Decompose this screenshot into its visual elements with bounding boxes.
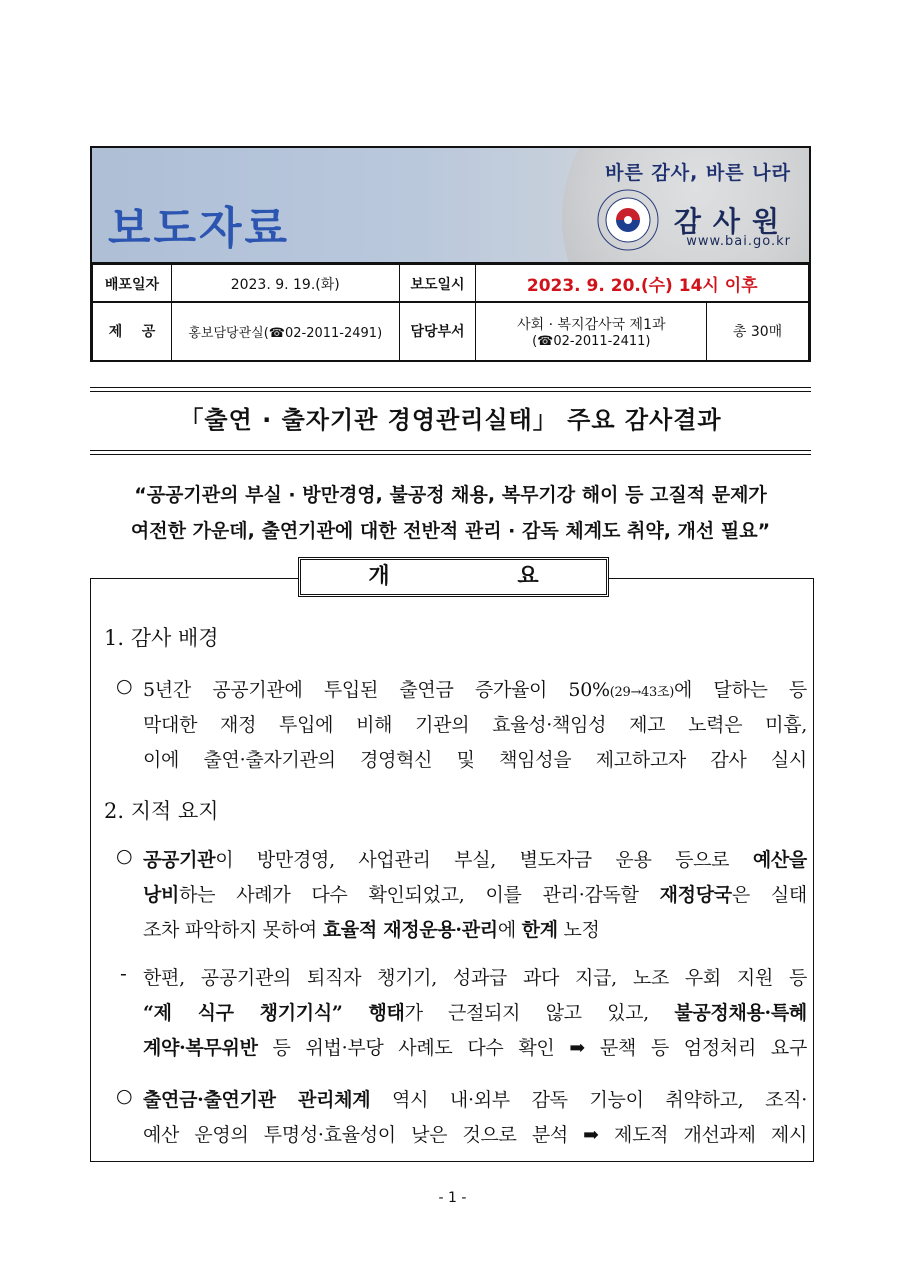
title-rule-top-2 bbox=[90, 391, 811, 392]
text: 노정 bbox=[557, 919, 600, 941]
page-number: - 1 - bbox=[438, 1190, 467, 1206]
text: 등 위법·부당 사례도 다수 확인 ➡ 문책 등 엄정처리 요구 bbox=[257, 1037, 807, 1059]
provider-label: 제 공 bbox=[93, 302, 172, 361]
header-banner bbox=[92, 148, 809, 264]
section-2-para-1-line-1 bbox=[143, 845, 807, 872]
text-bold: 낭비 bbox=[143, 884, 180, 906]
press-release-header bbox=[90, 146, 811, 362]
section-2-para-1-line-3 bbox=[143, 915, 807, 942]
text-bold: 계약·복무위반 bbox=[143, 1037, 258, 1059]
text-bold: 공공기관 bbox=[143, 849, 216, 871]
section-2-bullet-2: ○ bbox=[116, 1085, 133, 1107]
section-1-line-1 bbox=[143, 675, 807, 702]
release-time: 2023. 9. 20.(수) 14시 이후 bbox=[476, 265, 809, 303]
text-bold: “제 식구 챙기기식” 행태 bbox=[143, 1002, 405, 1024]
subtitle-line-2: 여전한 가운데, 출연기관에 대한 전반적 관리 · 감독 체계도 취약, 개선 필요” bbox=[130, 520, 771, 542]
text: 은 실태 bbox=[731, 884, 807, 906]
page-count: 총 30매 bbox=[707, 302, 809, 361]
provider-value: 홍보담당관실(☎02-2011-2491) bbox=[171, 302, 399, 361]
distribution-date: 2023. 9. 19.(화) bbox=[171, 265, 399, 303]
text: 이 방만경영, 사업관리 부실, 별도자금 운용 등으로 bbox=[215, 849, 753, 871]
text: 역시 내·외부 감독 기능이 취약하고, 조직· bbox=[370, 1089, 807, 1111]
text-bold: 불공정채용·특혜 bbox=[674, 1002, 807, 1024]
title-rule-bottom-2 bbox=[90, 454, 811, 455]
section-1-heading: 1. 감사 배경 bbox=[104, 626, 219, 650]
section-1-line-1-a: 5년간 공공기관에 투입된 출연금 증가율이 50% bbox=[143, 679, 610, 701]
document-title: 「출연 · 출자기관 경영관리실태」 주요 감사결과 bbox=[179, 406, 722, 434]
section-1-line-1-b: 에 달하는 등 bbox=[674, 679, 807, 701]
text-bold: 한계 bbox=[521, 919, 558, 941]
release-contact-table bbox=[92, 301, 809, 361]
section-2-bullet-1: ○ bbox=[116, 845, 133, 867]
agency-slogan: 바른 감사, 바른 나라 bbox=[605, 162, 791, 184]
agency-name: 감사원 bbox=[673, 205, 791, 238]
section-2-dash: - bbox=[120, 963, 127, 985]
department-name: 사회 · 복지감사국 제1과 bbox=[517, 316, 666, 333]
title-rule-top-1 bbox=[90, 387, 811, 388]
release-info-table bbox=[92, 264, 809, 303]
subtitle-line-1: “공공기관의 부실 · 방만경영, 불공정 채용, 복무기강 해이 등 고질적 문제가 bbox=[134, 484, 767, 506]
section-2-dash-line-2 bbox=[143, 998, 807, 1025]
section-2-heading: 2. 지적 요지 bbox=[104, 799, 219, 823]
section-1-line-3: 이에 출연·출자기관의 경영혁신 및 책임성을 제고하고자 감사 실시 bbox=[143, 749, 807, 771]
bai-emblem-icon bbox=[596, 188, 660, 252]
text-bold: 출연금·출연기관 관리체계 bbox=[143, 1089, 371, 1111]
text-bold: 재정당국 bbox=[659, 884, 732, 906]
section-2-para-1-line-2 bbox=[143, 880, 807, 907]
agency-url: www.bai.go.kr bbox=[686, 234, 791, 249]
distribution-date-label: 배포일자 bbox=[93, 265, 172, 303]
department-label: 담당부서 bbox=[399, 302, 476, 361]
section-1-line-1-small: (29→43조) bbox=[609, 685, 675, 700]
section-1-bullet: ○ bbox=[116, 675, 133, 697]
text: 하는 사례가 다수 확인되었고, 이를 관리·감독할 bbox=[179, 884, 660, 906]
department-phone: (☎02-2011-2411) bbox=[532, 333, 651, 349]
section-1-line-2: 막대한 재정 투입에 비해 기관의 효율성·책임성 제고 노력은 미흡, bbox=[143, 714, 807, 736]
section-2-dash-line-3 bbox=[143, 1033, 807, 1060]
overview-label: 개 요 bbox=[298, 557, 609, 597]
text: 조차 파악하지 못하여 bbox=[143, 919, 323, 941]
section-2-dash-line-1: 한편, 공공기관의 퇴직자 챙기기, 성과급 과다 지급, 노조 우회 지원 등 bbox=[143, 967, 807, 989]
section-2-para-2-line-2: 예산 운영의 투명성·효율성이 낮은 것으로 분석 ➡ 제도적 개선과제 제시 bbox=[143, 1124, 807, 1146]
release-time-label: 보도일시 bbox=[399, 265, 476, 303]
section-2-para-2-line-1 bbox=[143, 1085, 807, 1112]
text-bold: 예산을 bbox=[752, 849, 807, 871]
department-value bbox=[476, 302, 707, 361]
text: 에 bbox=[497, 919, 522, 941]
text-bold: 효율적 재정운용·관리 bbox=[322, 919, 498, 941]
press-release-title: 보도자료 bbox=[108, 203, 291, 254]
title-rule-bottom-1 bbox=[90, 450, 811, 451]
text: 가 근절되지 않고 있고, bbox=[404, 1002, 675, 1024]
